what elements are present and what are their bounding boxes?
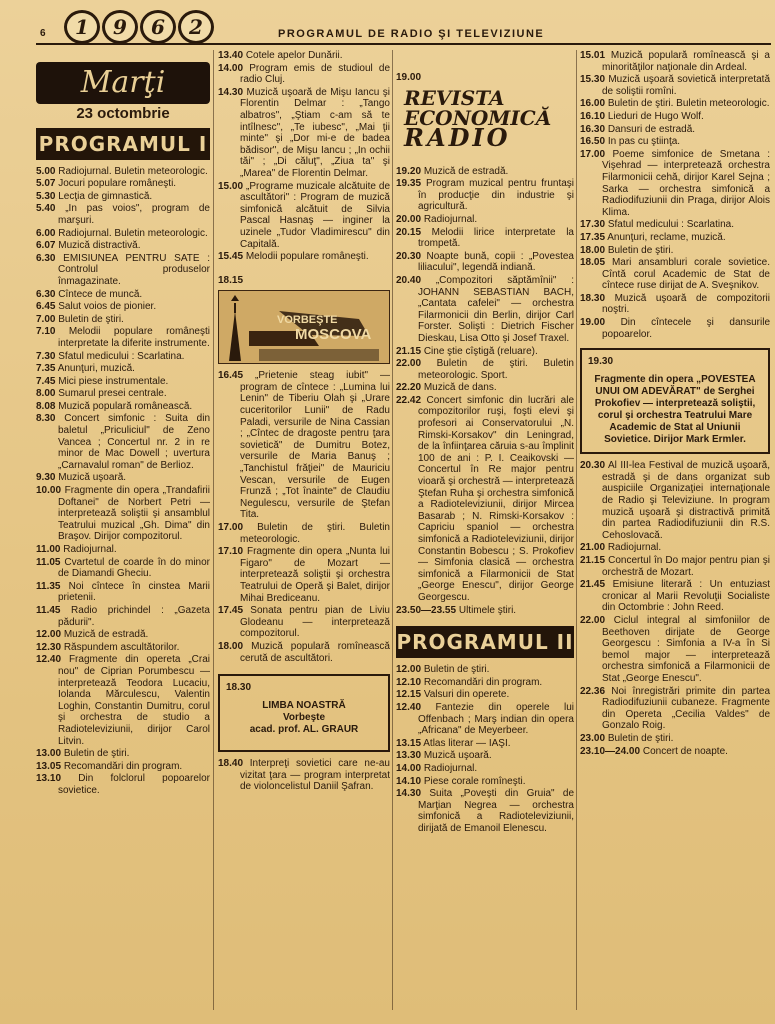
- program-time: 16.50: [580, 136, 606, 148]
- program-item: [36, 376, 210, 388]
- program-text: Concert simfonic : Suita din baletul „Priculiciul" de Zeno Vancea ; Concertul nr. 2 in re minor de Mac Dowell ; uvertura „Carnavalul roman" de Berlioz.: [58, 413, 211, 471]
- program-time: 15.01: [580, 50, 606, 61]
- program-time: 18.00: [218, 640, 244, 652]
- program-text: „Compozitori săptămînii" : JOHANN SEBASTIAN BACH, „Cantata cafelei" — orchestra Filarmonicii din Berlin, dirijor Carl Forster. Solişti : Dietrich Fischer Dieskau, Lisa Otto şi Josef Traxel.: [418, 274, 574, 344]
- program-time: 17.00: [218, 522, 244, 533]
- program-text: Buletin de ştiri.: [63, 748, 130, 760]
- column-divider: [392, 50, 393, 1010]
- program-text: Muzică distractivă.: [58, 240, 141, 252]
- program-item: [218, 370, 390, 521]
- program-text: Buletin de ştiri.: [607, 244, 674, 256]
- program-item: [396, 251, 574, 274]
- program-time: 22.36: [580, 685, 606, 697]
- program-time: 17.35: [580, 231, 606, 243]
- program-text: Muzică de estradă.: [423, 165, 509, 177]
- program-time: 7.35: [36, 363, 56, 375]
- program-text: Lecţia de gimnastică.: [58, 190, 153, 202]
- program-item: [396, 738, 574, 750]
- program-text: „Prietenie steag iubit" — program de cîntece : „Lumina lui Lenin" de Tiberiu Olah şi „Urare cuceritorilor Lunii" de Radu Paladi, versurile de Nina Cassian ; „Cîntec de dragoste pentru ţara sovietică" de Dumitru Botez, versurile de Maria Banuş ; „Tanchistul frăţiei" de Mauriciu Vescan, versurile de Eugen Frunză ; „Tot înainte" de Claudiu Negulescu, versurile de Ştefan Tita.: [240, 370, 390, 521]
- program-item: [396, 750, 574, 762]
- program-text: Fragmente din opera „Nunta lui Figaro" de Mozart — interpretează soliştii şi orchestra Teatrului de Operă şi Balet, dirijor Mihai Brediceanu.: [240, 546, 390, 604]
- program-time: 13.30: [396, 750, 422, 762]
- year-digit: 2: [178, 10, 214, 44]
- program-time: 13.00: [36, 748, 62, 760]
- program-text: Recomandări din program.: [423, 676, 543, 688]
- program-time: 13.40: [218, 50, 244, 61]
- program-item: [580, 232, 770, 244]
- program-time: 14.30: [218, 86, 244, 98]
- program-time: 5.30: [36, 190, 56, 202]
- program-text: Muzică uşoară de Mişu Iancu şi Florentin Delmar : „Tango albatros", „Ştiam c-am să te intîlnesc", „Te iubesc", „Mai ţii minte" şi „Dor mi-e de badea bădisor", de Mişu Iancu ; „In ochii tăi" ; „Di căluţ", „Ziua ta" şi „Marea" de Florentin Delmar.: [240, 86, 390, 179]
- program-text: Jocuri populare româneşti.: [58, 178, 177, 190]
- program-item: [218, 641, 390, 664]
- box-title: LIMBA NOASTRĂ: [262, 700, 346, 712]
- program-item: [36, 253, 210, 288]
- program-1-banner: PROGRAMUL I: [36, 128, 210, 160]
- program-text: Muzică uşoară.: [58, 472, 127, 484]
- program-item: [580, 460, 770, 541]
- program-item: [396, 227, 574, 250]
- opera-box: [580, 348, 770, 454]
- program-text: Sonata pentru pian de Liviu Glodeanu — interpretează compozitorul.: [240, 605, 390, 640]
- program-time: 23.10—24.00: [580, 745, 641, 757]
- program-time: 18.05: [580, 257, 606, 269]
- program-text: Noapte bună, copii : „Povestea liliacului", legendă indiană.: [418, 250, 574, 274]
- column-3: [396, 50, 574, 835]
- program-item: [218, 605, 390, 640]
- program-time: 11.45: [36, 604, 61, 616]
- program-time: 20.40: [396, 274, 422, 286]
- program-time: 22.20: [396, 382, 422, 394]
- program-item: [36, 485, 210, 543]
- program-item: [36, 228, 210, 240]
- program-time: 12.40: [396, 701, 422, 713]
- program-list: [396, 166, 574, 617]
- program-text: Emisiune literară : Un entuziast cronicar al Marii Revoluţii Socialiste din Octombrie : John Reed.: [602, 579, 770, 614]
- program-time: 23.00: [580, 732, 606, 744]
- program-text: Piese corale romîneşti.: [423, 775, 526, 787]
- program-item: [36, 413, 210, 471]
- program-text: Poeme simfonice de Smetana : Vişehrad — interpretează orchestra Filarmonicii cehă, dirijor Karel Sejna ; Sarka — orchestra simfonică a Radiodifuziunii din Praga, dirijor Alois Klima.: [602, 148, 771, 218]
- page-title: PROGRAMUL DE RADIO ŞI TELEVIZIUNE: [278, 28, 545, 40]
- program-time: 21.15: [580, 555, 606, 566]
- day-date: 23 octombrie: [76, 105, 170, 122]
- program-item: [396, 178, 574, 213]
- program-item: [396, 346, 574, 358]
- program-text: Concert de noapte.: [642, 745, 728, 757]
- program-item: [36, 748, 210, 760]
- program-time: 15.00: [218, 180, 244, 192]
- program-text: Radiojurnal.: [63, 544, 117, 555]
- program-text: Muzică populară romînească şi a minorităţilor naţionale din Ardeal.: [602, 50, 770, 73]
- program-time: 23.50—23.55: [396, 604, 457, 616]
- program-item: [580, 733, 770, 745]
- program-text: Recomandări din program.: [63, 760, 183, 772]
- program-item: [396, 689, 574, 701]
- program-time: 6.00: [36, 227, 56, 239]
- program-text: Sumarul presei centrale.: [58, 388, 167, 400]
- year-logo: [64, 10, 214, 44]
- program-time: 12.00: [396, 664, 422, 676]
- program-time: 8.08: [36, 400, 56, 412]
- program-text: Sfatul medicului : Scarlatina.: [607, 219, 734, 231]
- program-item: [36, 203, 210, 226]
- program-time: 21.00: [580, 542, 606, 554]
- program-text: „In pas voios", program de marşuri.: [58, 203, 210, 226]
- program-time: 14.10: [396, 775, 422, 787]
- program-time: 6.30: [36, 252, 56, 264]
- program-item: [580, 615, 770, 685]
- program-item: [580, 579, 770, 614]
- program-text: Interpreţi sovietici care ne-au vizitat ţara — program interpretat de violoncelistul Daniil Şafran.: [240, 758, 390, 793]
- program-time: 11.00: [36, 544, 61, 555]
- program-item: [218, 522, 390, 545]
- program-text: Buletin de ştiri.: [423, 664, 490, 676]
- program-text: Melodii lirice interpretate la trompetă.: [418, 226, 574, 250]
- program-item: [36, 557, 210, 580]
- program-text: Valsuri din operete.: [423, 689, 510, 701]
- program-text: Noi înregistrări primite din partea Radiodifuziunii cubaneze. Fragmente din Opereta „Cecilia Valdes" de Gonzalo Roig.: [602, 685, 771, 732]
- program-time: 7.00: [36, 313, 56, 325]
- program-time: 18.00: [580, 244, 606, 256]
- logo-line: RADIO: [404, 122, 511, 152]
- program-list: [218, 50, 390, 263]
- column-4: [580, 50, 770, 758]
- program-item: [36, 642, 210, 654]
- program-item: [36, 178, 210, 190]
- program-time: 5.40: [36, 203, 56, 215]
- program-text: Muzică uşoară sovietică interpretată de soliştii romîni.: [602, 74, 771, 97]
- program-text: Al III-lea Festival de muzică uşoară, estradă şi de dans organizat sub auspiciile Organizaţiei internaţionale de Radio şi Televiziune. In program muzică uşoară şi distractivă primită din partea Radiodifuziunii din R.S. Cehoslovacă.: [602, 460, 770, 541]
- program-time: 19.00: [580, 317, 606, 329]
- program-time: 19.35: [396, 178, 422, 190]
- box-line: Vorbeşte: [282, 712, 326, 724]
- column-1: [36, 50, 210, 797]
- program-item: [218, 251, 390, 263]
- tv-image-line1: VORBEŞTE: [277, 314, 338, 327]
- program-time: 12.15: [396, 689, 422, 701]
- program-text: Radio prichindel : „Gazeta pădurii".: [58, 604, 210, 628]
- limba-noastra-box: [218, 674, 390, 752]
- program-time: 8.30: [36, 413, 56, 425]
- program-item: [396, 166, 574, 178]
- program-item: [36, 773, 210, 796]
- page-header: [0, 0, 775, 46]
- program-item: [580, 542, 770, 554]
- program-text: Radiojurnal.: [423, 762, 478, 774]
- logo-line: ECONOMICĂ: [404, 105, 552, 130]
- program-list: [396, 664, 574, 834]
- program-time: 20.30: [580, 460, 606, 472]
- program-text: „Programe muzicale alcătuite de ascultători" : Program de muzică simfonică alcătuit de Silvia Pascal Hasnaş — inginer la uzinele „Tudor Vladimirescu" din Capitală.: [240, 180, 390, 250]
- program-time: 20.30: [396, 250, 422, 262]
- program-time: 5.07: [36, 178, 56, 190]
- program-text: Radiojurnal. Buletin meteorologic.: [58, 227, 208, 239]
- program-text: Program muzical pentru fruntaşi în producţie din industrie şi agricultură.: [418, 178, 575, 213]
- program-item: [36, 581, 210, 604]
- program-time: 18.40: [218, 758, 244, 770]
- program-item: [218, 50, 390, 62]
- box-text: Fragmente din opera „POVESTEA UNUI OM ADEVĂRAT" de Serghei Prokofiev — interpretează soliştii, corul şi orchestra Teatrului Mare Academic de Stat al Uniunii Sovietice. Dirijor Mark Ermler.: [594, 374, 756, 446]
- program-text: Suita „Poveşti din Gruia" de Marţian Negrea — orchestra simfonică a Radioteleviziunii, dirijată de Emanoil Elenescu.: [418, 788, 575, 834]
- program-item: [396, 702, 574, 737]
- program-item: [580, 98, 770, 110]
- program-time: 14.30: [396, 788, 422, 800]
- program-text: Cîntece de muncă.: [58, 288, 143, 300]
- program-item: [580, 124, 770, 136]
- program-item: [580, 245, 770, 257]
- program-time: 15.45: [218, 251, 244, 263]
- header-rule: [36, 43, 771, 45]
- program-item: [36, 351, 210, 363]
- program-time: 7.10: [36, 326, 56, 338]
- program-text: Muzică populară romînească cerută de ascultători.: [240, 640, 390, 664]
- program-item: [580, 555, 770, 578]
- program-item: [396, 395, 574, 604]
- program-text: Buletin de ştiri.: [58, 313, 124, 325]
- program-text: Muzică uşoară de compozitorii noştri.: [602, 292, 770, 316]
- program-time: 14.00: [396, 762, 422, 774]
- tv-time: 18.15: [218, 274, 244, 286]
- program-item: [580, 74, 770, 97]
- column-2: [218, 50, 390, 794]
- year-digit: 6: [140, 10, 176, 44]
- year-digit: 1: [64, 10, 100, 44]
- column-divider: [213, 50, 214, 1010]
- program-item: [218, 546, 390, 604]
- program-item: [580, 50, 770, 73]
- program-item: [580, 136, 770, 148]
- tv-image-line2: MOSCOVA: [295, 326, 372, 344]
- program-time: 7.45: [36, 375, 56, 387]
- program-item: [36, 240, 210, 252]
- program-item: [36, 388, 210, 400]
- program-text: Muzică uşoară.: [423, 750, 492, 762]
- program-text: Melodii populare româneşti.: [245, 251, 369, 263]
- program-time: 14.00: [218, 62, 244, 74]
- program-text: Melodii populare româneşti interpretate la diferite instrumente.: [58, 326, 210, 349]
- program-text: Noi cîntece în cinstea Marii prietenii.: [58, 580, 210, 604]
- program-text: Fragmente din opera „Trandafirii Doftanei" de Norbert Petri — interpretează soliştii şi ansamblul Teatrului muzical „Gh. Dima" din Braşov. Dirijor compozitorul.: [58, 485, 211, 543]
- program-time: 16.30: [580, 123, 606, 135]
- program-item: [36, 314, 210, 326]
- program-item: [36, 363, 210, 375]
- program-time: 16.00: [580, 98, 606, 110]
- program-time: 8.00: [36, 388, 56, 400]
- program-text: Concert simfonic din lucrări ale compozitorilor ruşi, foşti elevi şi profesori ai Conservatorului „N. Rimski-Korsakov" din Leningrad, de la înfiinţarea căruia s-au împlinit 100 de ani : P. I. Ceaikovski — Concertul în Re major pentru vioară şi orchestră — interpretează Ştefan Ruha şi orchestra simfonică a Radioteleviziunii, dirijor Mircea Basarab ; N. Rimski-Korsakov : Capriciu spaniol — orchestra simfonică a Radioteleviziunii, dirijor Constantin Bobescu ; S. Prokofiev — Simfonia clasică — orchestra simfonică a Filarmonicii de Stat „George Enescu", dirijor George Georgescu.: [418, 394, 575, 603]
- program-item: [218, 87, 390, 180]
- year-digit: 9: [102, 10, 138, 44]
- program-item: [580, 293, 770, 316]
- program-text: Buletin de ştiri. Buletin meteorologic.: [607, 98, 770, 110]
- program-text: Radiojurnal.: [423, 213, 478, 225]
- program-list: [580, 460, 770, 757]
- program-text: Muzică de dans.: [423, 382, 497, 394]
- program-time: 5.00: [36, 165, 56, 177]
- program-item: [36, 761, 210, 773]
- kremlin-illustration: [219, 291, 389, 363]
- program-time: 12.30: [36, 641, 62, 653]
- program-item: [36, 605, 210, 628]
- program-text: Anunţuri, reclame, muzică.: [607, 231, 726, 243]
- column-divider: [576, 50, 577, 1010]
- program-time: 22.00: [580, 614, 606, 626]
- program-item: [36, 301, 210, 313]
- program-text: Cine ştie cîştigă (reluare).: [423, 345, 538, 357]
- program-time: 11.05: [36, 556, 61, 568]
- program-item: [396, 382, 574, 394]
- program-item: [580, 219, 770, 231]
- program-text: Concertul în Do major pentru pian şi orchestră de Mozart.: [602, 555, 771, 578]
- program-time: 13.15: [396, 737, 422, 749]
- program-item: [36, 289, 210, 301]
- program-list: [218, 370, 390, 664]
- program-item: [396, 358, 574, 381]
- program-item: [218, 758, 390, 793]
- program-text: Atlas literar — IAŞI.: [423, 737, 511, 749]
- program-item: [580, 746, 770, 758]
- program-time: 12.00: [36, 629, 62, 641]
- program-text: Program emis de studioul de radio Cluj.: [240, 62, 391, 86]
- program-item: [580, 257, 770, 292]
- program-text: Din cîntecele şi dansurile popoarelor.: [602, 317, 771, 340]
- program-text: Din folclorul popoarelor sovietice.: [58, 773, 210, 796]
- program-time: 16.10: [580, 110, 606, 122]
- program-item: [396, 275, 574, 345]
- program-time: 21.45: [580, 579, 606, 591]
- program-list: [218, 758, 390, 793]
- box-line: acad. prof. AL. GRAUR: [249, 724, 359, 736]
- program-time: 19.20: [396, 165, 422, 177]
- program-time: 17.00: [580, 148, 606, 160]
- logo-line: REVISTA: [404, 87, 505, 110]
- program-item: [396, 664, 574, 676]
- program-text: Anunţuri, muzică.: [57, 363, 135, 375]
- program-time: 6.30: [36, 288, 56, 300]
- program-text: Radiojurnal.: [607, 542, 662, 554]
- program-text: Răspundem ascultătorilor.: [63, 641, 180, 653]
- program-text: Cotele apelor Dunării.: [245, 50, 343, 61]
- program-time: 7.30: [36, 350, 56, 362]
- program-time: 6.45: [36, 301, 56, 313]
- program-text: Fragmente din opereta „Crai nou" de Ciprian Porumbescu — interpretează Teodora Lucaciu, Iolanda Mărculescu, Valentin Loghin, Constantin Dumitru, corul şi orchestra de studio a Radioteleviziunii, dirijor Carol Litvin.: [58, 654, 210, 747]
- program-text: Dansuri de estradă.: [607, 123, 696, 135]
- program-item: [396, 677, 574, 689]
- program-item: [580, 111, 770, 123]
- program-item: [396, 788, 574, 834]
- program-text: Buletin de ştiri. Buletin meteorologic.: [240, 522, 390, 545]
- program-time: 18.30: [580, 292, 606, 304]
- program-item: [36, 629, 210, 641]
- program-item: [580, 149, 770, 219]
- day-banner: Marţi: [36, 62, 210, 104]
- program-item: [580, 317, 770, 340]
- program-item: [36, 191, 210, 203]
- program-item: [36, 472, 210, 484]
- program-item: [36, 654, 210, 747]
- program-text: Cvartetul de coarde în do minor de Diamandi Gheciu.: [58, 556, 210, 580]
- program-text: Sfatul medicului : Scarlatina.: [58, 350, 185, 362]
- program-text: Mari ansambluri corale sovietice. Cîntă corul Academic de Stat de cîntece ruse dirijat de A. Sveşnikov.: [602, 257, 770, 292]
- program-item: [36, 401, 210, 413]
- program-time: 9.30: [36, 472, 56, 484]
- program-item: [396, 763, 574, 775]
- program-time: 12.10: [396, 676, 422, 688]
- program-text: EMISIUNEA PENTRU SATE : Controlul produselor înmagazinate.: [58, 252, 210, 287]
- program-text: Mici piese instrumentale.: [58, 375, 169, 387]
- program-list: [36, 166, 210, 797]
- program-text: Lieduri de Hugo Wolf.: [607, 110, 704, 122]
- program-item: [580, 686, 770, 732]
- program-text: Buletin de ştiri. Buletin meteorologic. Sport.: [418, 358, 574, 381]
- program-time: 22.42: [396, 394, 422, 406]
- program-time: 13.05: [36, 760, 62, 772]
- program-item: [396, 776, 574, 788]
- program-time: 17.30: [580, 219, 606, 231]
- program-time: 17.45: [218, 605, 244, 617]
- program-time: 16.45: [218, 370, 244, 382]
- page-number: 6: [40, 28, 46, 39]
- program-time: 21.15: [396, 345, 422, 357]
- program-text: Radiojurnal. Buletin meteorologic.: [58, 165, 208, 177]
- program-text: Buletin de ştiri.: [607, 732, 674, 744]
- revista-economica-logo: [396, 88, 574, 160]
- revista-time: 19.00: [396, 72, 422, 83]
- box-time: 19.30: [588, 356, 614, 368]
- program-item: [36, 166, 210, 178]
- program-text: Muzică de estradă.: [63, 629, 149, 641]
- program-time: 20.15: [396, 226, 422, 238]
- program-text: Ultimele ştiri.: [458, 604, 517, 616]
- program-text: Ciclul integral al simfoniilor de Beethoven dirijate de George Georgescu : Simfonia a IV-a în Si bemol major — interpretează orchestra simfonică a Filarmonicii de Stat „George Enescu".: [602, 614, 770, 684]
- program-text: In pas cu ştiinţa.: [607, 136, 681, 148]
- vorbeste-moscova-image: [218, 290, 390, 364]
- program-item: [396, 214, 574, 226]
- program-time: 6.07: [36, 240, 56, 252]
- program-text: Fantezie din operele lui Offenbach ; Marş indian din opera „Africana" de Meyerbeer.: [418, 701, 574, 737]
- program-item: [36, 544, 210, 556]
- box-time: 18.30: [226, 682, 252, 694]
- program-item: [36, 326, 210, 349]
- program-2-banner: PROGRAMUL II: [396, 626, 574, 658]
- program-time: 15.30: [580, 74, 606, 86]
- program-time: 10.00: [36, 485, 62, 497]
- program-text: Muzică populară românească.: [58, 400, 193, 412]
- program-time: 22.00: [396, 358, 422, 370]
- program-item: [396, 605, 574, 617]
- program-time: 13.10: [36, 773, 62, 785]
- program-item: [218, 63, 390, 86]
- program-time: 12.40: [36, 654, 62, 666]
- program-time: 20.00: [396, 213, 422, 225]
- program-text: Salut voios de pionier.: [58, 301, 157, 313]
- program-item: [218, 181, 390, 251]
- program-time: 11.35: [36, 580, 61, 592]
- program-time: 17.10: [218, 546, 244, 558]
- program-list: [580, 50, 770, 340]
